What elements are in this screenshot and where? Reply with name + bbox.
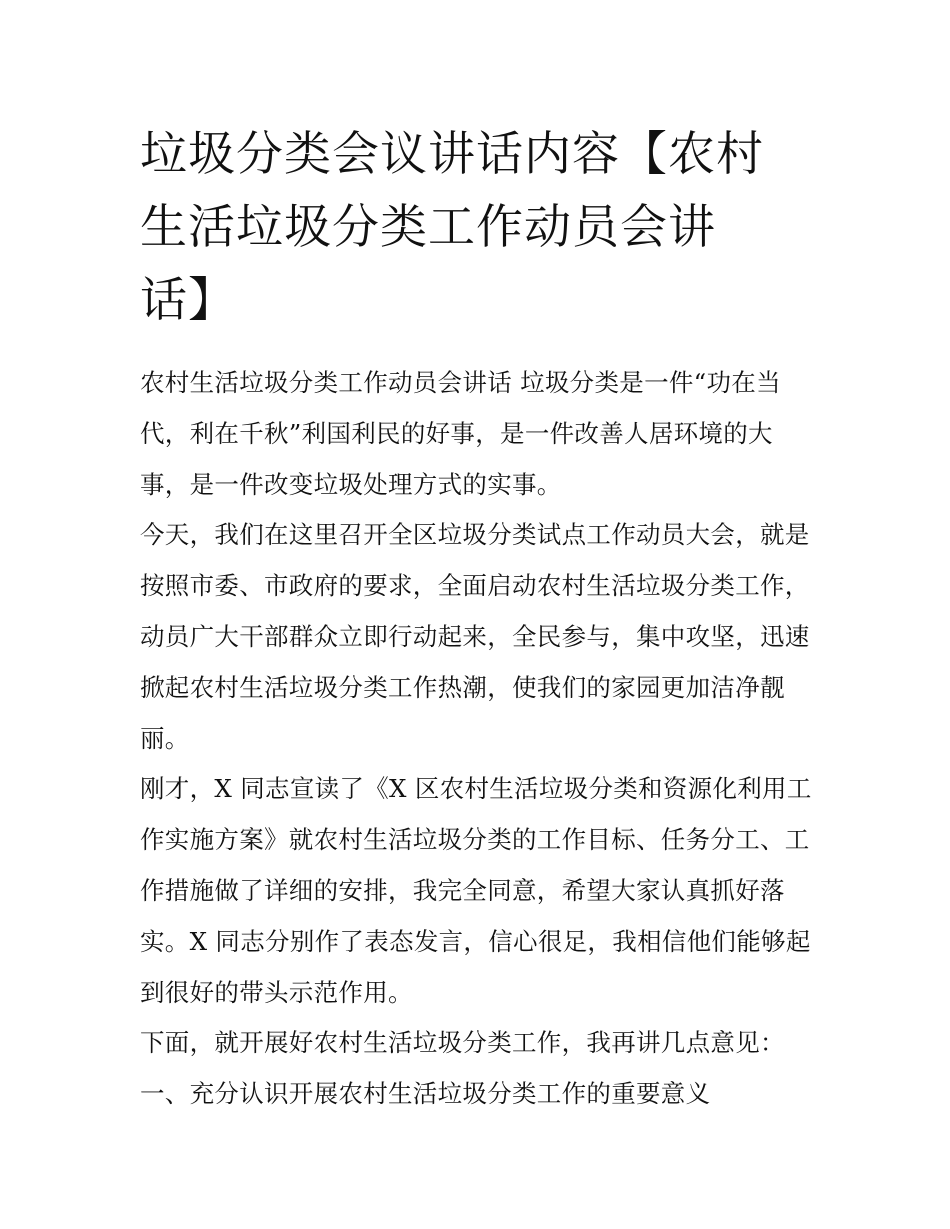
paragraph-below <box>140 1018 830 1069</box>
text-line: 农村生活垃圾分类工作动员会讲话 垃圾分类是一件“功在当 <box>140 368 781 397</box>
text-line: 按照市委、市政府的要求，全面启动农村生活垃圾分类工作， <box>140 571 810 601</box>
title-line: 垃圾分类会议讲话内容【农村 <box>140 127 764 182</box>
text-line: 下面，就开展好农村生活垃圾分类工作，我再讲几点意见： <box>140 1028 785 1058</box>
text-line: 丽。 <box>140 723 190 753</box>
text-line: 事，是一件改变垃圾处理方式的实事。 <box>140 469 562 499</box>
text-line: 到很好的带头示范作用。 <box>140 977 413 1007</box>
text-line: 动员广大干部群众立即行动起来，全民参与，集中攻坚，迅速 <box>140 621 810 651</box>
title-line: 生活垃圾分类工作动员会讲 <box>140 200 716 255</box>
paragraph-intro <box>140 358 830 510</box>
document-title <box>140 118 820 337</box>
text-line: 作实施方案》就农村生活垃圾分类的工作目标、任务分工、工 <box>140 825 810 855</box>
text-line: 一、充分认识开展农村生活垃圾分类工作的重要意义 <box>140 1079 711 1109</box>
text-line: 代，利在千秋”利国利民的好事，是一件改善人居环境的大 <box>140 418 773 448</box>
text-line: 刚才，X 同志宣读了《X 区农村生活垃圾分类和资源化利用工 <box>140 774 812 804</box>
document-body <box>140 358 830 1120</box>
text-line: 作措施做了详细的安排，我完全同意，希望大家认真抓好落 <box>140 875 785 905</box>
paragraph-today <box>140 510 830 764</box>
text-line: 今天，我们在这里召开全区垃圾分类试点工作动员大会，就是 <box>140 520 810 550</box>
text-line: 实。X 同志分别作了表态发言，信心很足，我相信他们能够起 <box>140 926 811 956</box>
section-heading-1 <box>140 1069 830 1120</box>
text-line: 掀起农村生活垃圾分类工作热潮，使我们的家园更加洁净靓 <box>140 672 785 702</box>
paragraph-just-now <box>140 764 830 1018</box>
title-line: 话】 <box>140 273 236 328</box>
